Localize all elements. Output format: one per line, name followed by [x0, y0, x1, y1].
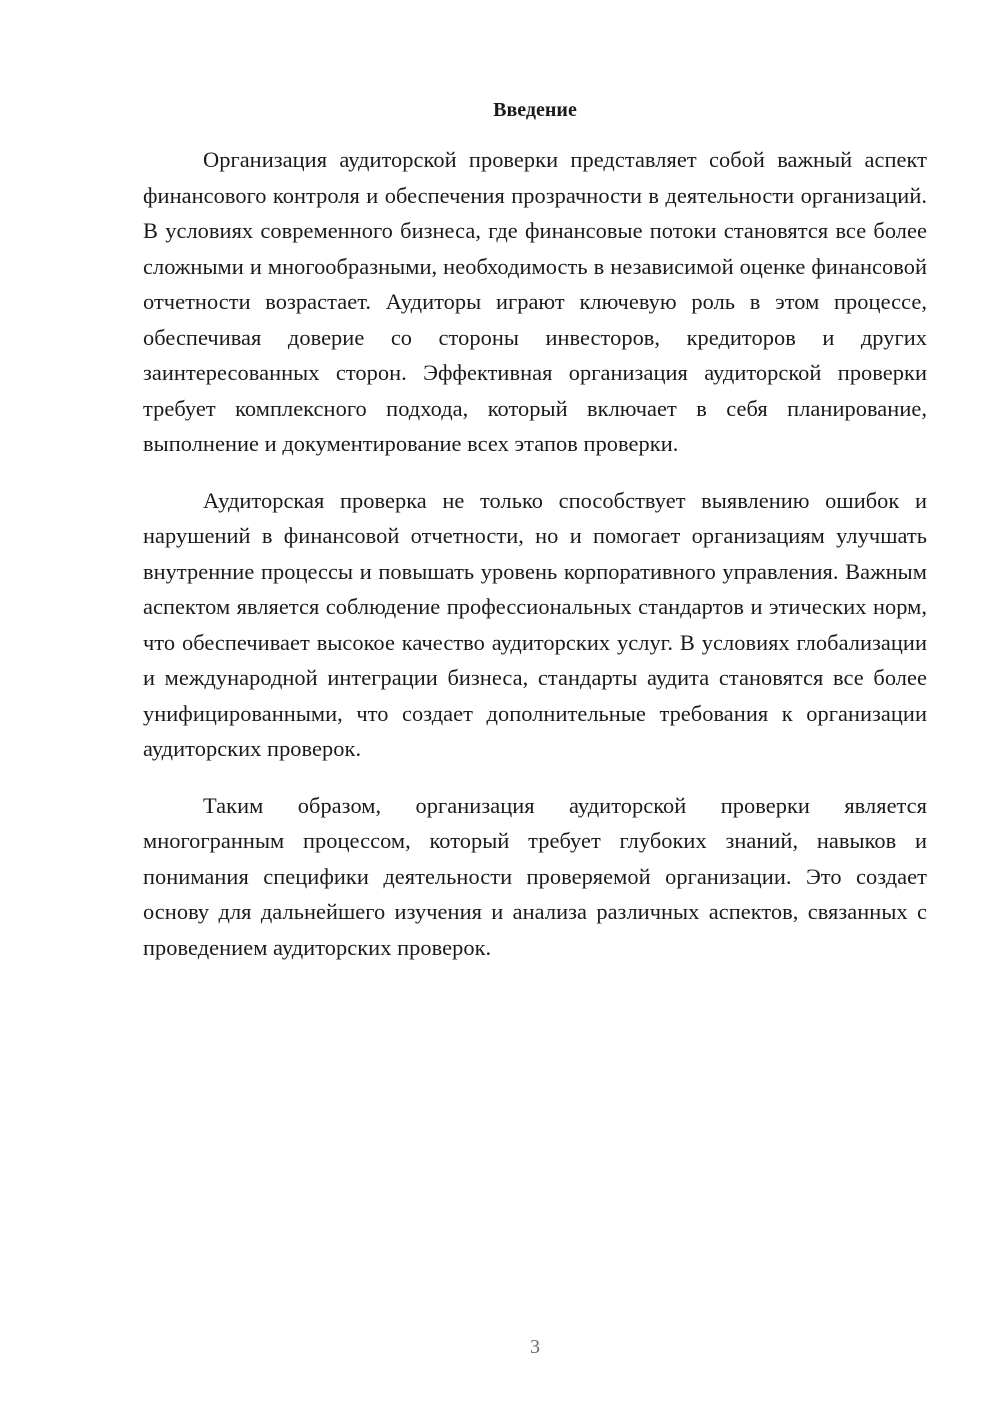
page-number: 3 — [530, 1336, 540, 1358]
section-title: Введение — [493, 99, 577, 121]
paragraph-1: Организация аудиторской проверки представляет собой важный аспект финансового контроля и обеспечения прозрачности в деятельности организаций. В условиях современного бизнеса, где финансовые потоки становятся все более сложными и многообразными, необходимость в независимой оценке финансовой отчетности возрастает. Аудиторы играют ключевую роль в этом процессе, обеспечивая доверие со стороны инвесторов, кредиторов и других заинтересованных сторон. Эффективная организация аудиторской проверки требует комплексного подхода, который включает в себя планирование, выполнение и документирование всех этапов проверки. — [143, 147, 927, 456]
paragraph-3: Таким образом, организация аудиторской проверки является многогранным процессом, который требует глубоких знаний, навыков и понимания специфики деятельности проверяемой организации. Это создает основу для дальнейшего изучения и анализа различных аспектов, связанных с проведением аудиторских проверок. — [143, 792, 927, 960]
body-text — [143, 142, 927, 986]
paragraph-2: Аудиторская проверка не только способствует выявлению ошибок и нарушений в финансовой отчетности, но и помогает организациям улучшать внутренние процессы и повышать уровень корпоративного управления. Важным аспектом является соблюдение профессиональных стандартов и этических норм, что обеспечивает высокое качество аудиторских услуг. В условиях глобализации и международной интеграции бизнеса, стандарты аудита становятся все более унифицированными, что создает дополнительные требования к организации аудиторских проверок. — [143, 487, 927, 761]
